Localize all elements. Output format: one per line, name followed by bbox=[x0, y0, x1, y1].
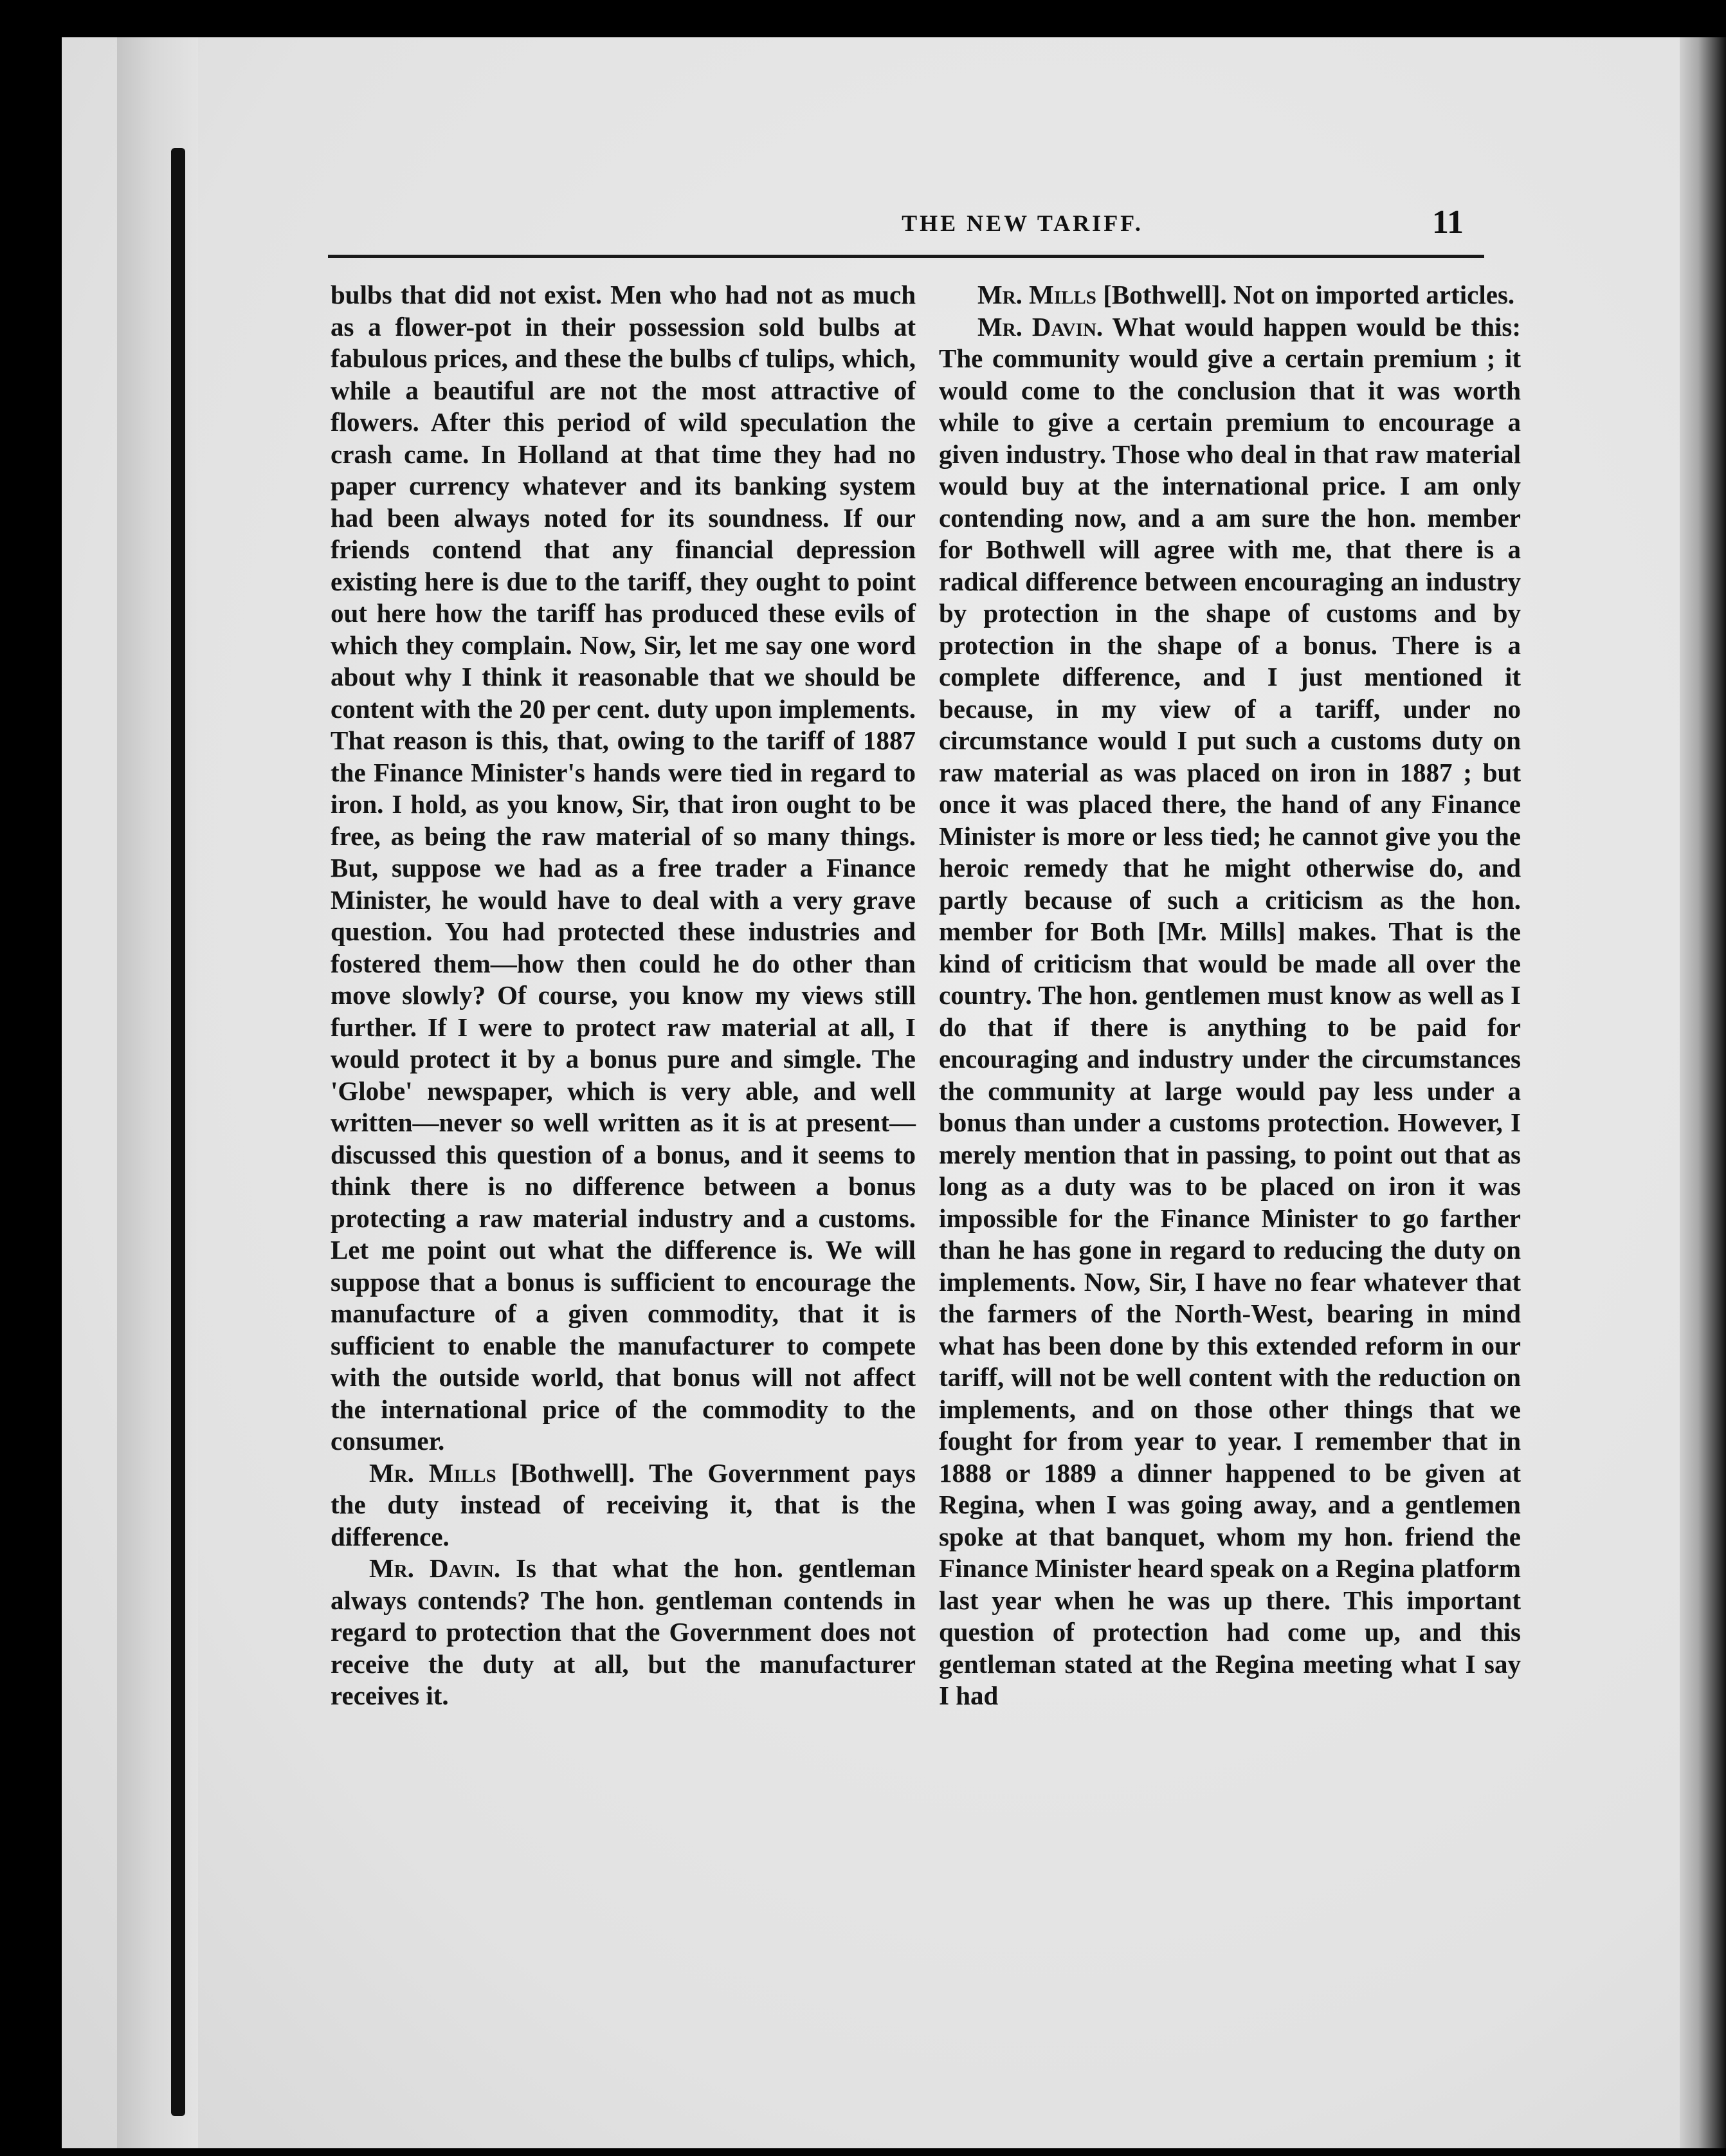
paragraph bbox=[331, 1553, 916, 1712]
running-head: THE NEW TARIFF. bbox=[902, 210, 1143, 236]
book-binding bbox=[117, 37, 198, 2148]
paragraph-text: [Bothwell]. The Government pays the duty instead of receiving it, that is the difference. bbox=[331, 1457, 916, 1551]
page-edge-shadow bbox=[1680, 37, 1726, 2148]
paragraph bbox=[939, 311, 1521, 1712]
speaker-name: Mr. Davin. bbox=[977, 311, 1104, 342]
right-column bbox=[939, 279, 1521, 1712]
paragraph-text: [Bothwell]. Not on imported articles. bbox=[1103, 280, 1515, 309]
paragraph-text: What would happen would be this: The community would give a certain premium ; it would come to the conclusion that it was worth while to give a certain premium to encourage a given industry. Those who deal in that raw material would buy at the international price. I am only contending now, and a am sure the hon. member for Bothwell will agree with me, that there is a radical difference between encouraging an industry by protection in the shape of customs and by protection in the shape of a bonus. There is a complete difference, and I just mentioned it because, in my view of a tariff, under no circumstance would I put such a customs duty on raw material as was placed on iron in 1887 ; but once it was placed there, the hand of any Finance Minister is more or less tied; he cannot give you the heroic remedy that he might otherwise do, and partly because of such a criticism as the hon. member for Both [Mr. Mills] makes. That is the kind of criticism that would be made all over the country. The hon. gentlemen must know as well as I do that if there is anything to be paid for encouraging and industry under the circumstances the community at large would pay less under a bonus than under a customs protection. However, I merely mention that in passing, to point out that as long as a duty was to be placed on iron it was impossible for the Finance Minister to go farther than he has gone in regard to reducing the duty on implements. Now, Sir, I have no fear whatever that the farmers of the North-West, bearing in mind what has been done by this extended reform in our tariff, will not be well content with the reduction on implements, and on those other things that we fought for from year to year. I remember that in 1888 or 1889 a dinner happened to be given at Regina, when I was going away, and a gentlemen spoke at that banquet, whom my hon. friend the Finance Minister heard speak on a Regina platform last year when he was up there. This important question of protection had come up, and this gentleman stated at the Regina meeting what I say I had bbox=[939, 311, 1521, 1710]
paragraph bbox=[331, 279, 916, 1457]
paragraph-text: Is that what the hon. gentleman always contends? The hon. gentleman contends in regard to protection that the Government does not receive the duty at all, but the manufacturer receives it. bbox=[331, 1553, 916, 1710]
speaker-name: Mr. Mills bbox=[369, 1457, 496, 1488]
page-number: 11 bbox=[1431, 204, 1464, 241]
page-header bbox=[328, 203, 1484, 258]
speaker-name: Mr. Mills bbox=[977, 280, 1096, 309]
left-column bbox=[331, 279, 916, 1712]
paragraph bbox=[331, 1457, 916, 1553]
paragraph-text: bulbs that did not exist. Men who had not as much as a flower-pot in their possession sold bulbs at fabulous prices, and these the bulbs cf tulips, which, while a beautiful are not the most attractive of flowers. After this period of wild speculation the crash came. In Holland at that time they had no paper currency whatever and its banking system had been always noted for its soundness. If our friends contend that any financial depression existing here is due to the tariff, they ought to point out here how the tariff has produced these evils of which they complain. Now, Sir, let me say one word about why I think it reasonable that we should be content with the 20 per cent. duty upon implements. That reason is this, that, owing to the tariff of 1887 the Finance Minister's hands were tied in regard to iron. I hold, as you know, Sir, that iron ought to be free, as being the raw material of so many things. But, suppose we had as a free trader a Finance Minister, he would have to deal with a very grave question. You had protected these industries and fostered them—how then could he do other than move slowly? Of course, you know my views still further. If I were to protect raw material at all, I would protect it by a bonus pure and simgle. The 'Globe' newspaper, which is very able, and well written—never so well written as it is at present—discussed this question of a bonus, and it seems to think there is no difference between a bonus protecting a raw material industry and a customs. Let me point out what the difference is. We will suppose that a bonus is sufficient to encourage the manufacture of a given commodity, that it is sufficient to enable the manufacturer to compete with the outside world, that bonus will not affect the international price of the commodity to the consumer. bbox=[331, 280, 916, 1456]
speaker-name: Mr. Davin. bbox=[369, 1553, 501, 1583]
paragraph bbox=[939, 279, 1521, 311]
binding-gutter bbox=[171, 148, 185, 2116]
